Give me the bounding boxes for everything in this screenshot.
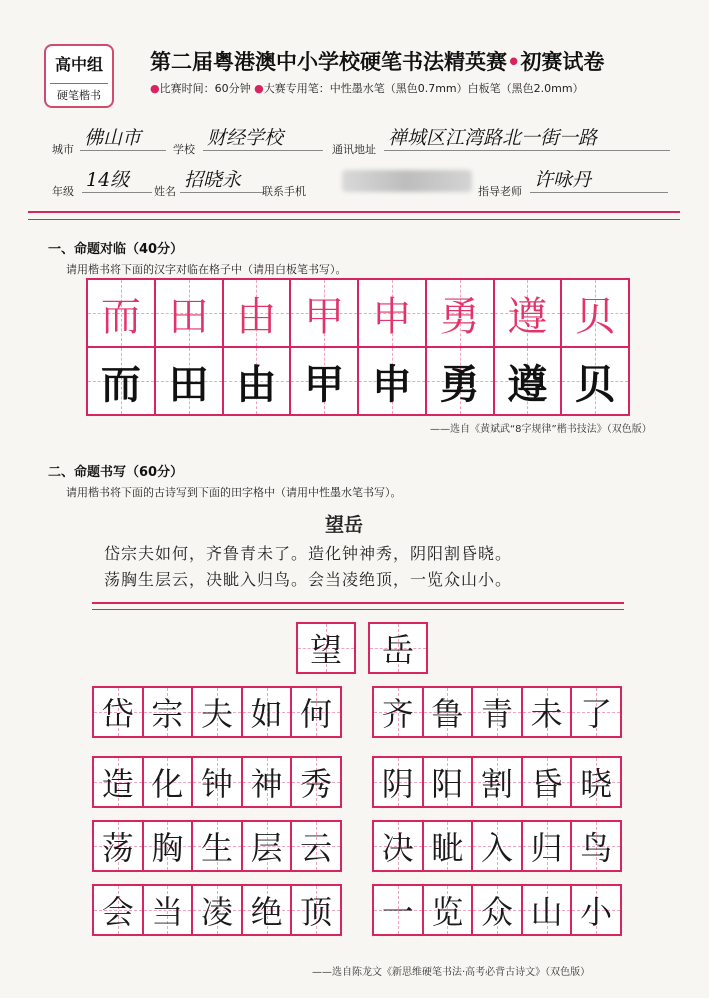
poem-char-cell[interactable] xyxy=(423,757,473,807)
poem-char-cell[interactable] xyxy=(291,687,341,737)
poem-grid-row xyxy=(372,756,622,808)
poem-char-cell[interactable] xyxy=(93,821,143,871)
written-char: 遵 xyxy=(507,360,548,408)
poem-char-cell[interactable] xyxy=(423,687,473,737)
name-label: 姓名 xyxy=(154,185,176,198)
model-char-cell xyxy=(561,279,629,347)
grade-field[interactable]: 14级 xyxy=(82,168,152,193)
poem-char-cell[interactable] xyxy=(242,687,292,737)
badge-category: 硬笔楷书 xyxy=(50,83,108,103)
exam-rules xyxy=(150,80,584,96)
written-title-box xyxy=(296,622,356,674)
written-title-char: 望 xyxy=(309,631,342,669)
model-char: 贝 xyxy=(575,293,616,340)
poem-char: 一 xyxy=(381,893,414,931)
poem-char: 神 xyxy=(250,765,283,803)
poem-char: 当 xyxy=(151,893,184,931)
poem-char-cell[interactable] xyxy=(373,687,423,737)
model-char-cell xyxy=(358,279,426,347)
poem-char: 归 xyxy=(530,829,563,867)
poem-grid-row xyxy=(92,820,342,872)
grade-label: 年级 xyxy=(52,185,74,198)
poem-char-cell[interactable] xyxy=(373,757,423,807)
poem-char: 夫 xyxy=(200,695,233,733)
written-title-char: 岳 xyxy=(381,631,414,669)
city-field[interactable]: 佛山市 xyxy=(80,126,166,151)
section1-source: ——选自《黄斌武“8字规律”楷书技法》（双色版） xyxy=(430,424,652,435)
poem-char-cell[interactable] xyxy=(242,757,292,807)
address-label: 通讯地址 xyxy=(332,143,376,156)
written-char-cell[interactable] xyxy=(494,347,562,415)
written-char: 申 xyxy=(371,360,412,408)
poem-char-cell[interactable] xyxy=(93,687,143,737)
poem-char-cell[interactable] xyxy=(522,687,572,737)
model-char: 遵 xyxy=(507,293,548,340)
poem-char: 鲁 xyxy=(431,695,464,733)
rule-pens: 大赛专用笔：中性墨水笔（黑色0.7mm）白板笔（黑色2.0mm） xyxy=(263,82,584,95)
poem-grid-row xyxy=(92,756,342,808)
written-char-cell[interactable] xyxy=(358,347,426,415)
poem-char-cell[interactable] xyxy=(93,757,143,807)
model-char-cell xyxy=(426,279,494,347)
poem-char: 绝 xyxy=(250,893,283,931)
poem-char-cell[interactable] xyxy=(423,821,473,871)
model-char: 勇 xyxy=(439,293,480,340)
poem-char: 秀 xyxy=(300,765,333,803)
poem-char: 会 xyxy=(101,893,134,931)
written-char: 甲 xyxy=(304,360,345,408)
poem-char: 何 xyxy=(300,695,333,733)
poem-char: 齐 xyxy=(381,695,414,733)
written-char: 由 xyxy=(236,360,277,408)
poem-char: 昏 xyxy=(530,765,563,803)
poem-char: 宗 xyxy=(151,695,184,733)
poem-char: 云 xyxy=(300,829,333,867)
written-char-cell[interactable] xyxy=(87,347,155,415)
poem-char-cell[interactable] xyxy=(291,757,341,807)
written-char-cell[interactable] xyxy=(426,347,494,415)
poem-char: 晓 xyxy=(580,765,613,803)
poem-grid-row xyxy=(92,884,342,936)
poem-grid-row xyxy=(372,686,622,738)
poem-grid-row xyxy=(92,686,342,738)
poem-char-cell[interactable] xyxy=(242,821,292,871)
phone-field-redacted[interactable] xyxy=(342,170,472,192)
poem-char-cell[interactable] xyxy=(192,757,242,807)
poem-char-cell[interactable] xyxy=(192,821,242,871)
school-label: 学校 xyxy=(173,143,195,156)
model-char-cell xyxy=(87,279,155,347)
poem-char: 众 xyxy=(480,893,513,931)
poem-char: 青 xyxy=(480,695,513,733)
written-char-cell[interactable] xyxy=(290,347,358,415)
title-dot: • xyxy=(507,50,521,74)
address-field[interactable]: 禅城区江湾路北一街一路 xyxy=(384,126,670,151)
poem-char-cell[interactable] xyxy=(522,757,572,807)
section2-source: ——选自陈龙文《新思维硬笔书法·高考必背古诗文》（双色版） xyxy=(312,967,591,978)
poem-char: 化 xyxy=(151,765,184,803)
model-char: 申 xyxy=(371,293,412,340)
poem-char-cell[interactable] xyxy=(143,757,193,807)
poem-char: 未 xyxy=(530,695,563,733)
poem-char-cell[interactable] xyxy=(472,821,522,871)
poem-char: 荡 xyxy=(101,829,134,867)
poem-char-cell[interactable] xyxy=(192,687,242,737)
poem-char-cell[interactable] xyxy=(291,821,341,871)
written-title-cell[interactable] xyxy=(297,623,355,673)
poem-char: 岱 xyxy=(101,695,134,733)
poem-grid-row xyxy=(372,820,622,872)
poem-char-cell[interactable] xyxy=(522,885,572,935)
poem-char-cell[interactable] xyxy=(143,885,193,935)
written-char-cell[interactable] xyxy=(561,347,629,415)
divider xyxy=(92,602,624,604)
model-char-cell xyxy=(290,279,358,347)
written-char: 勇 xyxy=(439,360,480,408)
written-title-box xyxy=(368,622,428,674)
poem-char: 阳 xyxy=(431,765,464,803)
divider xyxy=(28,211,680,213)
name-field[interactable]: 招晓永 xyxy=(180,168,264,193)
poem-char: 顶 xyxy=(300,893,333,931)
poem-grid-row xyxy=(372,884,622,936)
page-title xyxy=(150,46,604,76)
divider xyxy=(92,609,624,610)
poem-char: 览 xyxy=(431,893,464,931)
poem-title: 望岳 xyxy=(325,514,364,536)
section2-instruction: 请用楷书将下面的古诗写到下面的田字格中（请用中性墨水笔书写）。 xyxy=(66,486,402,499)
poem-char: 造 xyxy=(101,765,134,803)
written-char: 田 xyxy=(168,360,209,408)
poem-char: 眦 xyxy=(431,829,464,867)
poem-char: 凌 xyxy=(200,893,233,931)
section2-title: 二、命题书写（60分） xyxy=(48,465,184,480)
poem-char: 小 xyxy=(580,893,613,931)
model-char-cell xyxy=(155,279,223,347)
poem-char: 入 xyxy=(480,829,513,867)
poem-char-cell[interactable] xyxy=(291,885,341,935)
bullet-icon: ● xyxy=(254,82,264,95)
poem-char: 胸 xyxy=(151,829,184,867)
rule-time: 比赛时间：60分钟 xyxy=(159,82,251,95)
poem-char: 生 xyxy=(200,829,233,867)
poem-char: 层 xyxy=(250,829,283,867)
section1-title: 一、命题对临（40分） xyxy=(48,242,184,257)
poem-char-cell[interactable] xyxy=(93,885,143,935)
poem-char-cell[interactable] xyxy=(472,885,522,935)
badge-group: 高中组 xyxy=(54,55,103,74)
group-badge xyxy=(44,44,114,108)
poem-char-cell[interactable] xyxy=(571,885,621,935)
poem-char: 割 xyxy=(480,765,513,803)
poem-char-cell[interactable] xyxy=(192,885,242,935)
written-title-cell[interactable] xyxy=(369,623,427,673)
poem-char-cell[interactable] xyxy=(571,757,621,807)
model-char: 而 xyxy=(100,293,141,340)
poem-char-cell[interactable] xyxy=(143,687,193,737)
model-char: 甲 xyxy=(304,293,345,340)
model-char: 由 xyxy=(236,293,277,340)
city-label: 城市 xyxy=(52,143,74,156)
title-main: 第二届粤港澳中小学校硬笔书法精英赛 xyxy=(150,50,507,74)
written-char-cell[interactable] xyxy=(155,347,223,415)
poem-char: 鸟 xyxy=(580,829,613,867)
poem-char-cell[interactable] xyxy=(472,757,522,807)
poem-char-cell[interactable] xyxy=(373,885,423,935)
model-char-cell xyxy=(494,279,562,347)
poem-line-2: 荡胸生层云，决眦入归鸟。会当凌绝顶，一览众山小。 xyxy=(104,570,513,589)
poem-char-cell[interactable] xyxy=(571,687,621,737)
poem-char: 钟 xyxy=(200,765,233,803)
teacher-label: 指导老师 xyxy=(478,185,522,198)
poem-char: 决 xyxy=(381,829,414,867)
model-char: 田 xyxy=(168,293,209,340)
poem-char-cell[interactable] xyxy=(423,885,473,935)
poem-char-cell[interactable] xyxy=(472,687,522,737)
written-char: 贝 xyxy=(575,360,616,408)
model-char-cell xyxy=(223,279,291,347)
poem-line-1: 岱宗夫如何，齐鲁青未了。造化钟神秀，阴阳割昏晓。 xyxy=(104,544,513,563)
title-sub: 初赛试卷 xyxy=(520,50,605,74)
written-char: 而 xyxy=(100,360,141,408)
poem-char-cell[interactable] xyxy=(242,885,292,935)
poem-char-cell[interactable] xyxy=(571,821,621,871)
copy-grid xyxy=(86,278,630,416)
section1-instruction: 请用楷书将下面的汉字对临在格子中（请用白板笔书写）。 xyxy=(66,263,347,276)
written-char-cell[interactable] xyxy=(223,347,291,415)
phone-label: 联系手机 xyxy=(262,185,306,198)
poem-char: 了 xyxy=(580,695,613,733)
poem-char-cell[interactable] xyxy=(522,821,572,871)
poem-char: 如 xyxy=(250,695,283,733)
bullet-icon: ● xyxy=(150,82,160,95)
poem-char: 阴 xyxy=(381,765,414,803)
poem-char-cell[interactable] xyxy=(373,821,423,871)
teacher-field[interactable]: 许咏丹 xyxy=(530,168,668,193)
poem-char: 山 xyxy=(530,893,563,931)
divider xyxy=(28,219,680,220)
school-field[interactable]: 财经学校 xyxy=(203,126,323,151)
poem-char-cell[interactable] xyxy=(143,821,193,871)
